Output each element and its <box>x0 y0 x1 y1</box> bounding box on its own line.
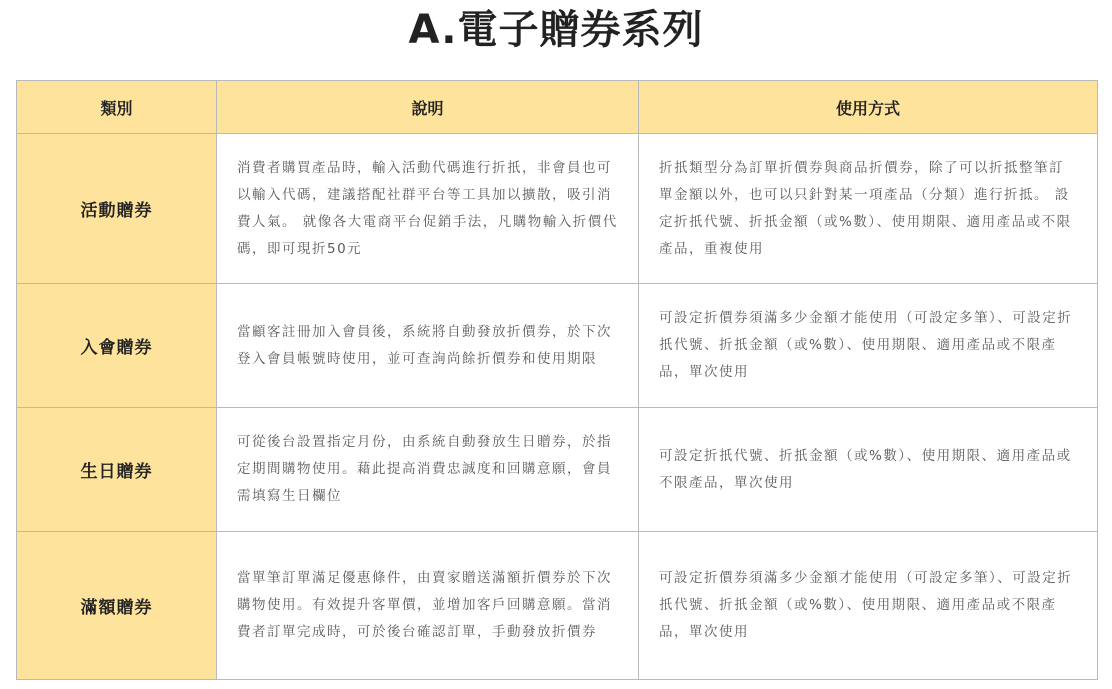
column-header-usage: 使用方式 <box>639 81 1098 134</box>
coupon-type-cell: 生日贈券 <box>17 408 217 532</box>
usage-cell: 可設定折扺代號、折扺金額（或%數）、使用期限、適用產品或不限產品，單次使用 <box>639 408 1098 532</box>
description-cell: 消費者購買產品時，輸入活動代碼進行折扺，非會員也可以輸入代碼，建議搭配社群平台等工具加以擴散，吸引消費人氣。 就像各大電商平台促銷手法，凡購物輸入折價代碼，即可現折50元 <box>217 134 639 284</box>
coupon-type-cell: 入會贈券 <box>17 284 217 408</box>
usage-cell: 可設定折價券須滿多少金額才能使用（可設定多筆）、可設定折扺代號、折扺金額（或%數）、使用期限、適用產品或不限產品，單次使用 <box>639 284 1098 408</box>
table-row <box>17 532 1098 680</box>
table-row <box>17 408 1098 532</box>
usage-cell: 可設定折價券須滿多少金額才能使用（可設定多筆）、可設定折扺代號、折扺金額（或%數）、使用期限、適用產品或不限產品，單次使用 <box>639 532 1098 680</box>
usage-cell: 折扺類型分為訂單折價券與商品折價券，除了可以折抵整筆訂單金額以外，也可以只針對某一項產品（分類）進行折抵。 設定折扺代號、折扺金額（或%數）、使用期限、適用產品或不限產品，重複使用 <box>639 134 1098 284</box>
coupon-type-cell: 活動贈券 <box>17 134 217 284</box>
table-row <box>17 134 1098 284</box>
column-header-description: 說明 <box>217 81 639 134</box>
coupon-type-cell: 滿額贈券 <box>17 532 217 680</box>
description-cell: 當顧客註冊加入會員後，系統將自動發放折價券，於下次登入會員帳號時使用，並可查詢尚餘折價券和使用期限 <box>217 284 639 408</box>
table-row <box>17 284 1098 408</box>
page-title: A.電子贈券系列 <box>408 7 704 53</box>
description-cell: 可從後台設置指定月份，由系統自動發放生日贈券，於指定期間購物使用。藉此提高消費忠誠度和回購意願，會員需填寫生日欄位 <box>217 408 639 532</box>
description-cell: 當單筆訂單滿足優惠條件，由賣家贈送滿額折價券於下次購物使用。有效提升客單價，並增加客戶回購意願。當消費者訂單完成時，可於後台確認訂單，手動發放折價券 <box>217 532 639 680</box>
table-header-row <box>17 81 1098 134</box>
column-header-type: 類別 <box>17 81 217 134</box>
coupon-table <box>16 80 1098 680</box>
